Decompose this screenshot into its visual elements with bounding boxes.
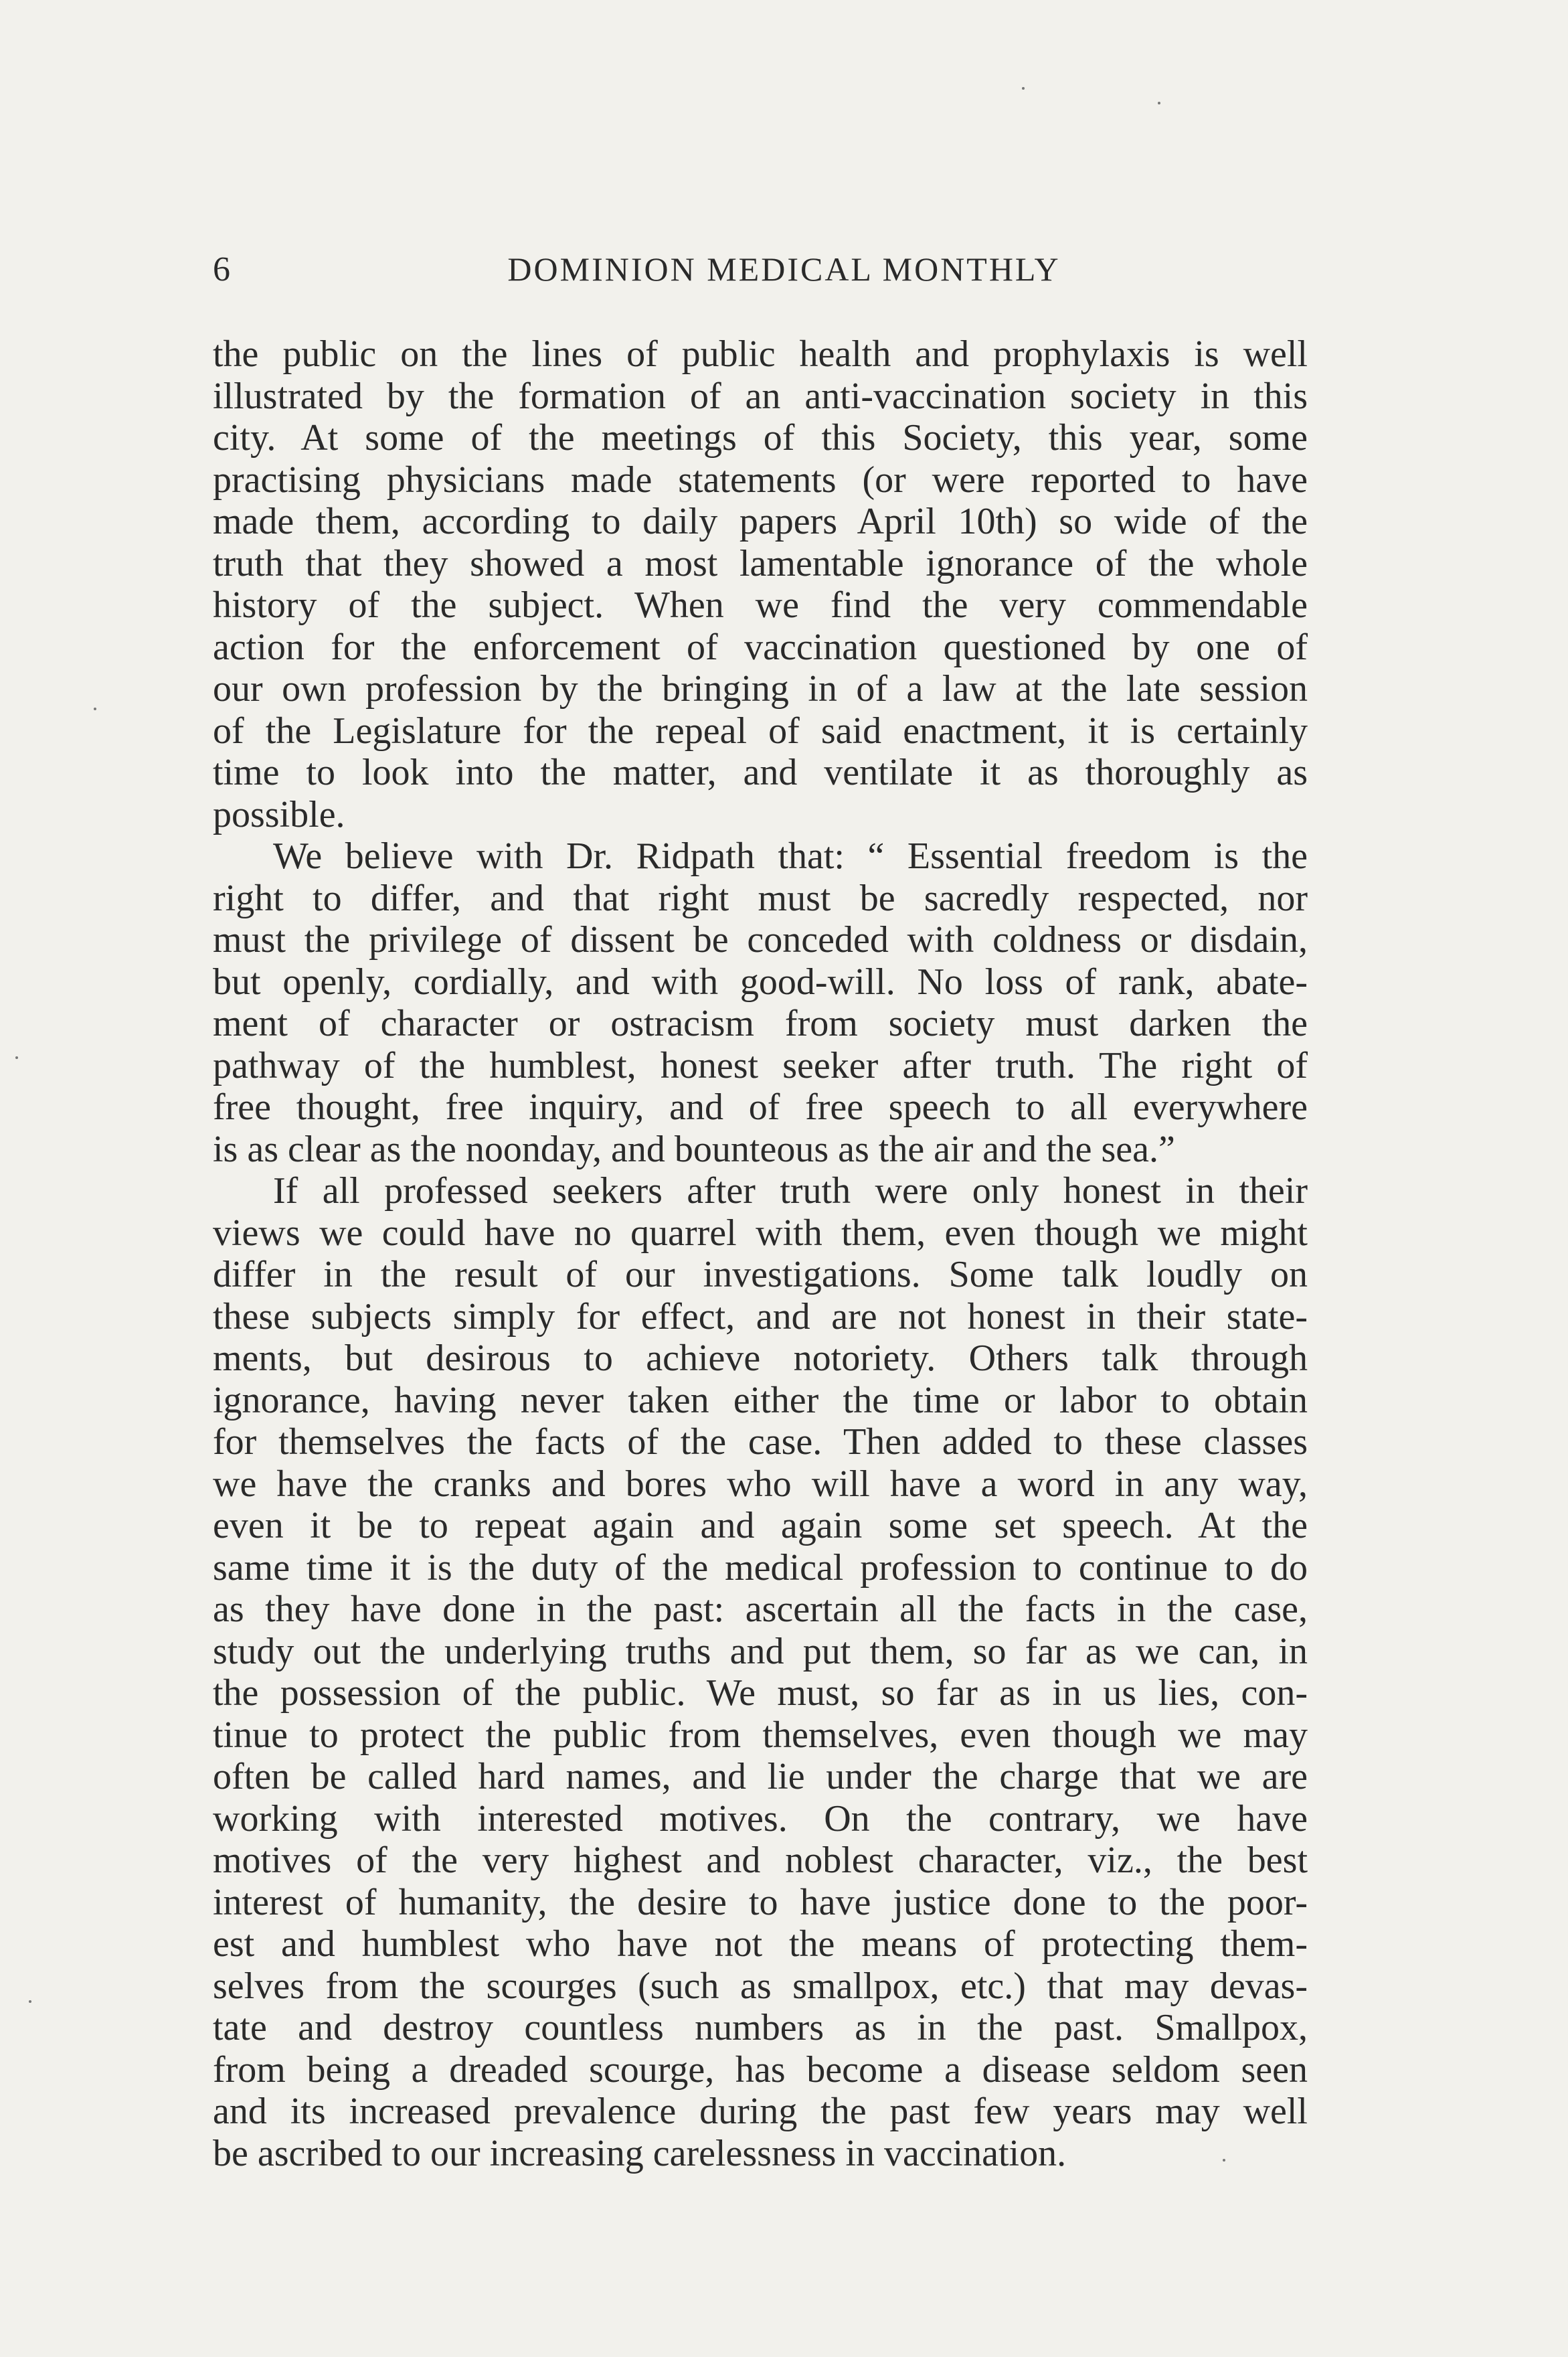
text-line: we have the cranks and bores who will have a word in any way, [213,1463,1308,1505]
text-line: made them, according to daily papers April 10th) so wide of the [213,501,1308,542]
text-line: is as clear as the noonday, and bounteous as the air and the sea.” [213,1128,1175,1170]
text-line: these subjects simply for effect, and are not honest in their state- [213,1295,1308,1337]
text-line: as they have done in the past: ascertain all the facts in the case, [213,1589,1308,1630]
text-line: the public on the lines of public health and prophylaxis is well [213,333,1308,375]
text-line: often be called hard names, and lie under the charge that we are [213,1756,1308,1797]
scan-speck [1158,102,1160,104]
text-line: for themselves the facts of the case. Then added to these classes [213,1421,1308,1463]
text-line: ment of character or ostracism from society must darken the [213,1003,1308,1044]
scan-speck [94,708,96,710]
text-line: from being a dreaded scourge, has become a disease seldom seen [213,2048,1308,2091]
text-line: our own profession by the bringing in of a law at the late session [213,668,1308,710]
text-line: action for the enforcement of vaccination questioned by one of [213,626,1308,668]
text-line: the possession of the public. We must, so far as in us lies, con- [213,1672,1308,1714]
text-line: working with interested motives. On the contrary, we have [213,1797,1308,1840]
text-line: interest of humanity, the desire to have justice done to the poor- [213,1881,1308,1923]
paragraph-1 [213,333,1308,835]
text-line: even it be to repeat again and again some set speech. At the [213,1505,1308,1546]
text-line: tate and destroy countless numbers as in the past. Smallpox, [213,2007,1308,2048]
text-line: views we could have no quarrel with them, even though we might [213,1212,1308,1254]
text-line: tinue to protect the public from themselves, even though we may [213,1714,1308,1756]
text-line: ignorance, having never taken either the time or labor to obtain [213,1379,1308,1421]
text-line: possible. [213,793,345,835]
text-line: time to look into the matter, and ventilate it as thoroughly as [213,752,1308,793]
scan-speck [1022,87,1025,90]
text-line: est and humblest who have not the means of protecting them- [213,1923,1308,1965]
text-line: free thought, free inquiry, and of free speech to all everywhere [213,1086,1308,1128]
text-line: history of the subject. When we find the very commendable [213,584,1308,626]
text-line: be ascribed to our increasing carelessness in vaccination. [213,2132,1067,2174]
running-title: DOMINION MEDICAL MONTHLY [507,250,1061,288]
text-line: We believe with Dr. Ridpath that: “ Essential freedom is the [273,835,1308,877]
text-line: If all professed seekers after truth were only honest in their [273,1170,1308,1212]
text-line: practising physicians made statements (or were reported to have [213,459,1308,501]
text-line: right to differ, and that right must be sacredly respected, nor [213,877,1308,919]
article-body [213,333,1308,2174]
text-line: differ in the result of our investigations. Some talk loudly on [213,1254,1308,1295]
text-line: ments, but desirous to achieve notoriety. Others talk through [213,1337,1308,1379]
scan-speck [29,2000,31,2003]
text-line: study out the underlying truths and put them, so far as we can, in [213,1630,1308,1672]
scan-speck [1223,2159,1225,2162]
page-number: 6 [213,250,230,289]
scan-speck [15,1056,18,1059]
text-line: selves from the scourges (such as smallpox, etc.) that may devas- [213,1965,1308,2007]
text-line: must the privilege of dissent be conceded with coldness or disdain, [213,919,1308,961]
text-line: but openly, cordially, and with good-will. No loss of rank, abate- [213,961,1308,1003]
text-line: pathway of the humblest, honest seeker after truth. The right of [213,1044,1308,1086]
text-line: truth that they showed a most lamentable ignorance of the whole [213,542,1308,584]
text-line: illustrated by the formation of an anti-vaccination society in this [213,375,1308,417]
text-line: city. At some of the meetings of this Society, this year, some [213,417,1308,459]
text-line: of the Legislature for the repeal of said enactment, it is certainly [213,710,1308,752]
paragraph-3 [213,1170,1308,2174]
text-line: and its increased prevalence during the past few years may well [213,2091,1308,2132]
text-line: motives of the very highest and noblest character, viz., the best [213,1840,1308,1881]
paragraph-2 [213,835,1308,1170]
text-line: same time it is the duty of the medical profession to continue to do [213,1546,1308,1589]
